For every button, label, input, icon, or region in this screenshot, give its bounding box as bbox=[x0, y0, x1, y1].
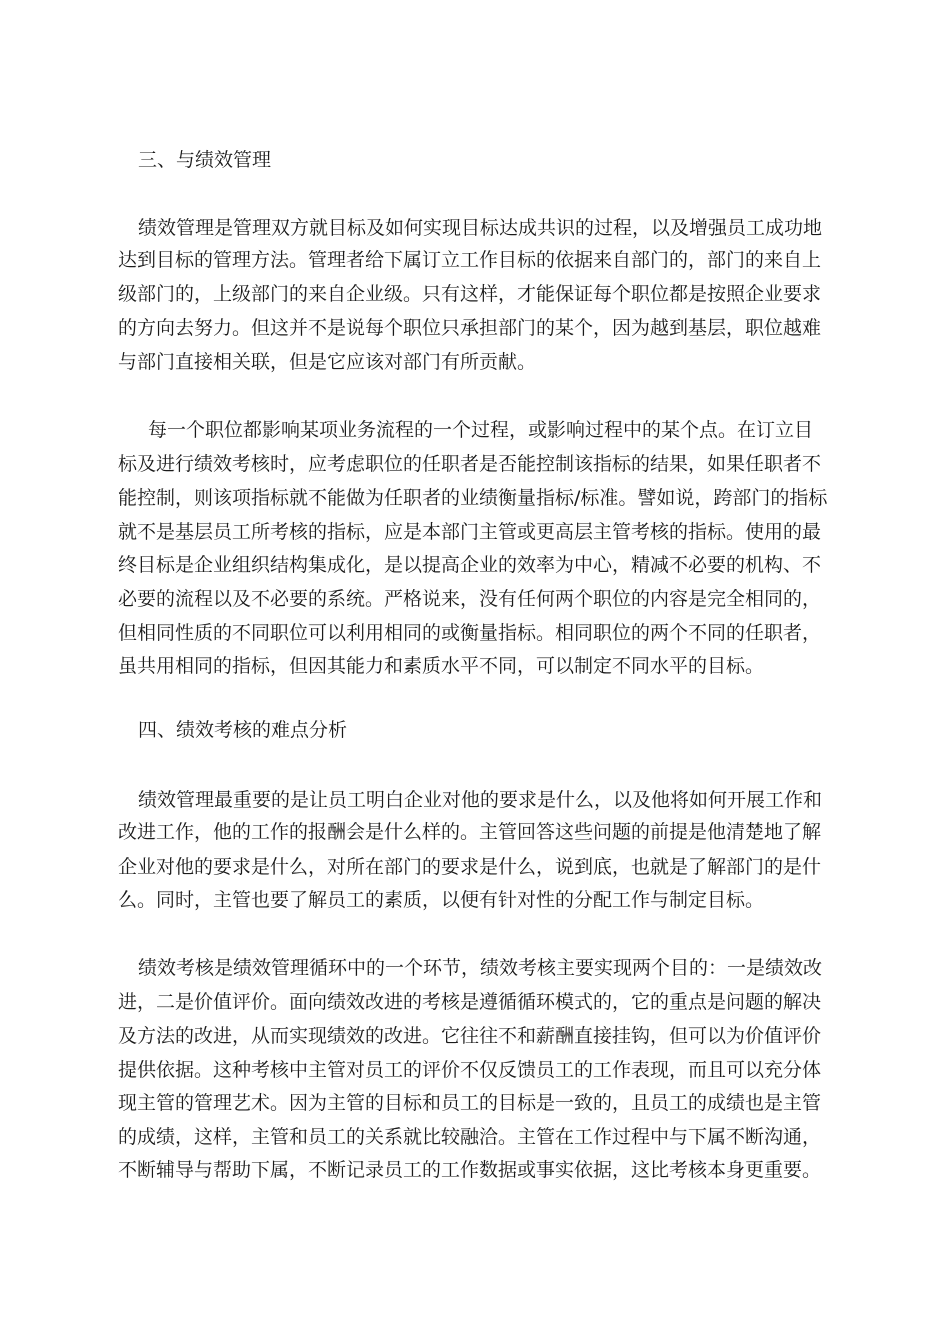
section-heading-3: 三、与绩效管理 bbox=[138, 149, 272, 171]
paragraph-line: 绩效考核是绩效管理循环中的一个环节，绩效考核主要实现两个目的：一是绩效改 bbox=[138, 957, 823, 979]
paragraph-line: 每一个职位都影响某项业务流程的一个过程，或影响过程中的某个点。在订立目 bbox=[148, 419, 814, 441]
paragraph-line: 必要的流程以及不必要的系统。严格说来，没有任何两个职位的内容是完全相同的， bbox=[118, 588, 822, 610]
paragraph-line: 不断辅导与帮助下属，不断记录员工的工作数据或事实依据，这比考核本身更重要。 bbox=[118, 1159, 822, 1181]
paragraph-line: 但相同性质的不同职位可以利用相同的或衡量指标。相同职位的两个不同的任职者， bbox=[118, 622, 822, 644]
paragraph-line: 及方法的改进，从而实现绩效的改进。它往往不和薪酬直接挂钩，但可以为价值评价 bbox=[118, 1025, 822, 1047]
paragraph-line: 提供依据。这种考核中主管对员工的评价不仅反馈员工的工作表现，而且可以充分体 bbox=[118, 1059, 822, 1081]
section-heading-4: 四、绩效考核的难点分析 bbox=[138, 719, 348, 741]
paragraph-line: 现主管的管理艺术。因为主管的目标和员工的目标是一致的，且员工的成绩也是主管 bbox=[118, 1092, 822, 1114]
paragraph-line: 的方向去努力。但这并不是说每个职位只承担部门的某个，因为越到基层，职位越难 bbox=[118, 317, 822, 339]
paragraph-line: 绩效管理是管理双方就目标及如何实现目标达成共识的过程，以及增强员工成功地 bbox=[138, 217, 823, 239]
paragraph-line: 改进工作，他的工作的报酬会是什么样的。主管回答这些问题的前提是他清楚地了解 bbox=[118, 821, 822, 843]
paragraph-line: 达到目标的管理方法。管理者给下属订立工作目标的依据来自部门的，部门的来自上 bbox=[118, 249, 822, 271]
paragraph-line: 的成绩，这样，主管和员工的关系就比较融洽。主管在工作过程中与下属不断沟通， bbox=[118, 1126, 822, 1148]
paragraph-line: 就不是基层员工所考核的指标，应是本部门主管或更高层主管考核的指标。使用的最 bbox=[118, 521, 822, 543]
paragraph-line: 能控制，则该项指标就不能做为任职者的业绩衡量指标/标准。譬如说，跨部门的指标 bbox=[118, 487, 828, 509]
paragraph-line: 虽共用相同的指标，但因其能力和素质水平不同，可以制定不同水平的目标。 bbox=[118, 655, 765, 677]
paragraph-line: 与部门直接相关联，但是它应该对部门有所贡献。 bbox=[118, 351, 537, 373]
paragraph-line: 么。同时，主管也要了解员工的素质，以便有针对性的分配工作与制定目标。 bbox=[118, 889, 765, 911]
paragraph-line: 终目标是企业组织结构集成化，是以提高企业的效率为中心，精减不必要的机构、不 bbox=[118, 554, 822, 576]
paragraph-line: 进，二是价值评价。面向绩效改进的考核是遵循循环模式的，它的重点是问题的解决 bbox=[118, 991, 822, 1013]
paragraph-line: 企业对他的要求是什么，对所在部门的要求是什么，说到底，也就是了解部门的是什 bbox=[118, 856, 822, 878]
paragraph-line: 标及进行绩效考核时，应考虑职位的任职者是否能控制该指标的结果，如果任职者不 bbox=[118, 453, 822, 475]
paragraph-line: 绩效管理最重要的是让员工明白企业对他的要求是什么，以及他将如何开展工作和 bbox=[138, 789, 823, 811]
paragraph-line: 级部门的，上级部门的来自企业级。只有这样，才能保证每个职位都是按照企业要求 bbox=[118, 283, 822, 305]
